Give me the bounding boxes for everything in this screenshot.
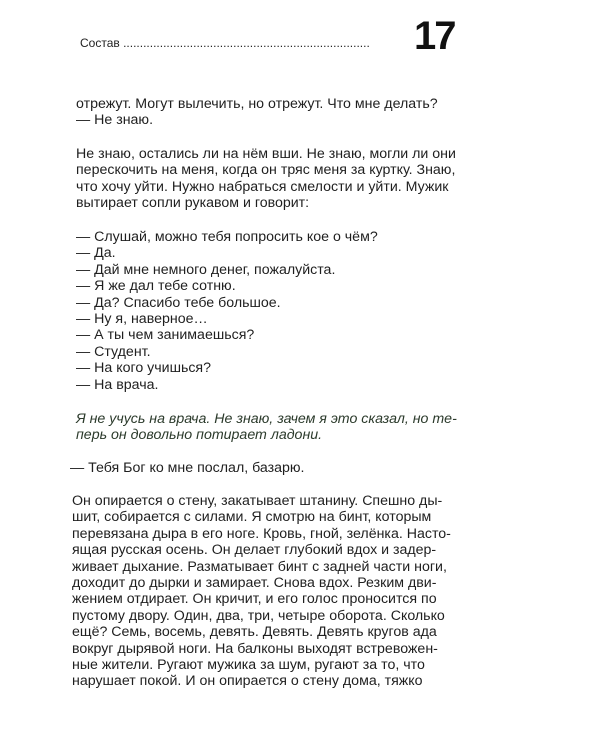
text-line: доходит до дырки и замирает. Снова вдох. Резким дви- (72, 575, 437, 592)
text-line: шит, собирается с силами. Я смотрю на бинт, которым (72, 509, 432, 526)
text-line: отрежут. Могут вылечить, но отрежут. Что мне делать? (76, 96, 438, 112)
text-line: — Тебя Бог ко мне послал, базарю. (70, 460, 305, 476)
paragraph-2 (76, 146, 460, 212)
paragraph-5 (72, 493, 460, 690)
dialogue-line: — Я же дал тебе сотню. (76, 278, 236, 295)
text-line: — Не знаю. (76, 112, 154, 129)
dialogue-line: — Слушай, можно тебя попросить кое о чём? (76, 229, 378, 245)
dot-leader: .......................................................................... (123, 36, 370, 50)
text-line: ные жители. Ругают мужика за шум, ругают за то, что (72, 657, 425, 674)
text-line: Я не учусь на врача. Не знаю, зачем я это сказал, но те- (76, 411, 457, 427)
dialogue-line: — Студент. (76, 343, 151, 360)
dialogue-line: — Да. (76, 245, 116, 262)
section-title: Состав (80, 36, 120, 50)
text-line: вытирает сопли рукавом и говорит: (76, 195, 310, 212)
dialogue-line: — Да? Спасибо тебе большое. (76, 294, 281, 311)
dialogue-block (76, 229, 460, 393)
text-line: перескочить на меня, когда он тряс меня за куртку. Знаю, (76, 162, 456, 179)
page-number: 17 (414, 14, 455, 58)
paragraph-4 (70, 460, 454, 476)
paragraph-italic-aside (76, 411, 460, 444)
text-line: перевязана дыра в его ноге. Кровь, гной, зелёнка. Насто- (72, 525, 451, 542)
dialogue-line: — Ну я, наверное… (76, 311, 208, 328)
text-line: ещё? Семь, восемь, девять. Девять. Девять кругов ада (72, 624, 437, 641)
text-line: Он опирается о стену, закатывает штанину. Спешно ды- (72, 493, 443, 509)
dialogue-line: — Дай мне немного денег, пожалуйста. (76, 261, 336, 278)
dialogue-line: — На врача. (76, 376, 159, 393)
text-line: живает дыхание. Разматывает бинт с задней части ноги, (72, 558, 447, 575)
text-line: пустому двору. Один, два, три, четыре оборота. Сколько (72, 607, 445, 624)
running-head (80, 36, 410, 50)
text-line: нарушает покой. И он опирается о стену дома, тяжко (72, 673, 423, 690)
text-line: ящая русская осень. Он делает глубокий вдох и задер- (72, 542, 437, 559)
text-line: жением отдирает. Он кричит, и его голос проносится по (72, 591, 437, 608)
dialogue-line: — На кого учишься? (76, 360, 212, 377)
text-line: вокруг дырявой ноги. На балконы выходят встревожен- (72, 640, 438, 657)
text-line: перь он довольно потирает ладони. (76, 427, 323, 444)
text-line: что хочу уйти. Нужно набраться смелости и уйти. Мужик (76, 178, 449, 195)
dialogue-line: — А ты чем занимаешься? (76, 327, 255, 344)
paragraph-1 (76, 96, 460, 129)
text-line: Не знаю, остались ли на нём вши. Не знаю, могли ли они (76, 146, 456, 162)
